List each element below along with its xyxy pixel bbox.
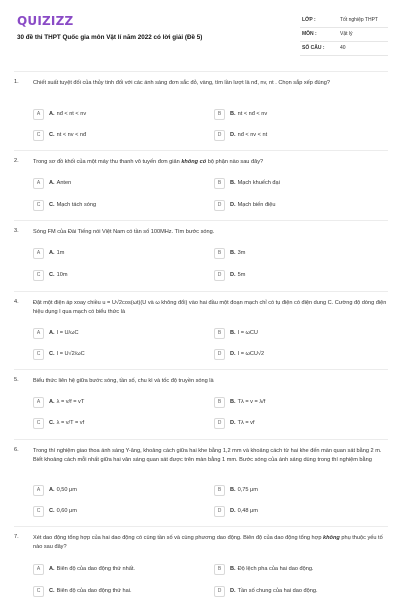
option-letter: B <box>214 178 225 189</box>
option-letter: A <box>33 485 44 496</box>
option-letter: D <box>214 130 225 141</box>
option-text: D. Tλ = vf <box>230 420 255 426</box>
meta-label: SỐ CÂU : <box>302 45 325 51</box>
question-number: 7. <box>14 534 19 540</box>
option-text: D. Tần số chung của hai dao động. <box>230 588 318 594</box>
question-number: 1. <box>14 79 19 85</box>
question-text: Sóng FM của Đài Tiếng nói Việt Nam có tần số 100MHz. Tìm bước sóng. <box>33 229 215 235</box>
question-number: 6. <box>14 447 19 453</box>
option-text: A. λ = v/f = vT <box>49 399 85 405</box>
option-text: C. Mạch tách sóng <box>49 202 97 208</box>
question-number: 2. <box>14 158 19 164</box>
option-letter: C <box>33 270 44 281</box>
option-text: A. nđ < nt < nv <box>49 111 87 117</box>
option-letter: D <box>214 349 225 360</box>
option-text: C. nt < nv < nđ <box>49 132 87 138</box>
question-number: 5. <box>14 377 19 383</box>
option-text: A. 1m <box>49 250 65 256</box>
option-letter: B <box>214 248 225 259</box>
option-letter: B <box>214 564 225 575</box>
option-letter: D <box>214 270 225 281</box>
option-letter: B <box>214 328 225 339</box>
option-text: C. λ = v/T = vf <box>49 420 85 426</box>
meta-value: 40 <box>340 45 346 51</box>
option-letter: A <box>33 397 44 408</box>
option-text: B. nt < nđ < nv <box>230 111 268 117</box>
divider <box>14 220 388 221</box>
option-text: D. I = ωCU√2 <box>230 351 265 357</box>
question-text: Xét dao động tổng hợp của hai dao động có cùng tần số và cùng phương dao động. Biên độ của dao động tổng hợp không phụ thuộc yếu tố nào sau đây? <box>33 535 383 550</box>
option-letter: C <box>33 349 44 360</box>
meta-table <box>300 14 388 56</box>
option-letter: A <box>33 564 44 575</box>
divider <box>14 291 388 292</box>
option-text: B. Độ lệch pha của hai dao động. <box>230 566 314 572</box>
option-letter: B <box>214 485 225 496</box>
option-text: D. 5m <box>230 272 246 278</box>
question-text: Trong thí nghiệm giao thoa ánh sáng Y-âng, khoảng cách giữa hai khe bằng 1,2 mm và khoảng cách từ hai khe đến màn quan sát bằng 2 m. Biết khoảng cách mỗi nhất giữa hai vân sáng quan sát được trên màn bằng 1 mm. Bước sóng của ánh sáng dùng trong thí nghiệm bằng <box>33 448 382 463</box>
option-letter: D <box>214 418 225 429</box>
meta-value: Vật lý <box>340 31 353 37</box>
emphasis-text: không có <box>181 159 207 165</box>
option-letter: A <box>33 109 44 120</box>
meta-row-class <box>300 14 388 28</box>
option-text: C. Biên độ của dao động thứ hai. <box>49 588 132 594</box>
option-letter: B <box>214 397 225 408</box>
option-letter: B <box>214 109 225 120</box>
meta-label: MÔN : <box>302 31 317 37</box>
option-letter: C <box>33 506 44 517</box>
option-letter: D <box>214 506 225 517</box>
option-text: A. I = U/ωC <box>49 330 79 336</box>
quizizz-logo: QUIZIZZ <box>17 14 74 28</box>
meta-row-subject <box>300 28 388 42</box>
divider <box>14 526 388 527</box>
option-letter: A <box>33 248 44 259</box>
option-text: A. Biên độ của dao động thứ nhất. <box>49 566 135 572</box>
option-letter: C <box>33 418 44 429</box>
option-letter: C <box>33 130 44 141</box>
emphasis-text: không <box>323 535 340 541</box>
document-title: 30 đề thi THPT Quốc gia môn Vật lí năm 2022 có lời giải (Đề 5) <box>17 34 203 41</box>
question-text: Chiết suất tuyệt đối của thủy tinh đối với các ánh sáng đơn sắc đỏ, vàng, tím lần lượt là nđ, nv, nt . Chọn sắp xếp đúng? <box>33 80 330 86</box>
page-header <box>0 0 400 62</box>
option-text: D. Mạch biến điệu <box>230 202 276 208</box>
divider <box>14 369 388 370</box>
divider <box>14 71 388 72</box>
option-text: B. Mạch khuếch đại <box>230 180 280 186</box>
option-text: C. 0,60 μm <box>49 508 77 514</box>
option-text: B. 0,75 μm <box>230 487 258 493</box>
meta-row-count <box>300 42 388 56</box>
option-text: B. Tλ = v = λ/f <box>230 399 266 405</box>
question-text: Đặt một điện áp xoay chiều u = U√2cos(ωt)(U và ω không đổi) vào hai đầu một đoạn mạch chỉ có tụ điện có điện dung C. Cường độ dòng điện hiệu dụng I qua mạch có biểu thức là <box>33 300 387 315</box>
meta-value: Tốt nghiệp THPT <box>340 17 378 23</box>
divider <box>14 439 388 440</box>
option-letter: D <box>214 200 225 211</box>
option-letter: D <box>214 586 225 597</box>
option-text: D. nđ < nv < nt <box>230 132 268 138</box>
meta-label: LỚP : <box>302 17 316 23</box>
option-text: B. I = ωCU <box>230 330 258 336</box>
option-letter: A <box>33 328 44 339</box>
question-number: 4. <box>14 299 19 305</box>
option-letter: A <box>33 178 44 189</box>
option-letter: C <box>33 586 44 597</box>
option-text: A. 0,50 μm <box>49 487 77 493</box>
question-text: Biểu thức liên hệ giữa bước sóng, tần số, chu kì và tốc độ truyền sóng là <box>33 378 214 384</box>
option-text: A. Anten <box>49 180 72 186</box>
question-text: Trong sơ đồ khối của một máy thu thanh vô tuyến đơn giản không có bộ phận nào sau đây? <box>33 159 264 165</box>
option-text: D. 0,48 μm <box>230 508 258 514</box>
question-number: 3. <box>14 228 19 234</box>
option-text: B. 3m <box>230 250 246 256</box>
option-letter: C <box>33 200 44 211</box>
option-text: C. 10m <box>49 272 68 278</box>
option-text: C. I = U√2/ωC <box>49 351 85 357</box>
divider <box>14 150 388 151</box>
